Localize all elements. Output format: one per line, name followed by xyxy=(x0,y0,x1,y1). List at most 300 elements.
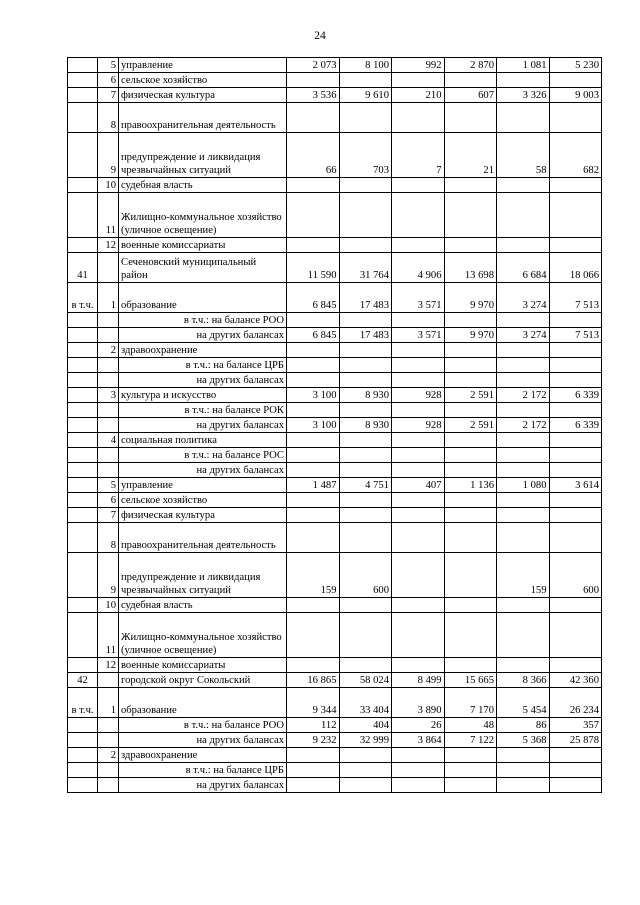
value-cell: 3 571 xyxy=(392,283,445,313)
table-row xyxy=(68,493,602,508)
value-cell xyxy=(392,373,445,388)
value-cell: 9 232 xyxy=(287,733,340,748)
table-row xyxy=(68,283,602,313)
value-cell: 7 xyxy=(392,133,445,178)
value-cell: 928 xyxy=(392,388,445,403)
row-label-cell: в т.ч.: на балансе РОС xyxy=(119,448,287,463)
value-cell xyxy=(392,748,445,763)
table-row xyxy=(68,553,602,598)
value-cell xyxy=(549,448,602,463)
row-label-cell: в т.ч.: на балансе РОО xyxy=(119,718,287,733)
sub-row xyxy=(68,313,602,328)
value-cell: 1 081 xyxy=(497,58,550,73)
row-label-cell: военные комиссариаты xyxy=(119,658,287,673)
value-cell xyxy=(392,598,445,613)
table-row xyxy=(68,433,602,448)
value-cell xyxy=(392,358,445,373)
table-row xyxy=(68,133,602,178)
row-label-cell: культура и искусство xyxy=(119,388,287,403)
row-index-cell xyxy=(68,403,98,418)
value-cell xyxy=(497,73,550,88)
value-cell: 33 404 xyxy=(339,688,392,718)
row-number-cell xyxy=(98,448,119,463)
value-cell xyxy=(392,463,445,478)
table-row xyxy=(68,388,602,403)
value-cell xyxy=(287,73,340,88)
value-cell xyxy=(497,313,550,328)
value-cell xyxy=(444,313,497,328)
row-index-cell: в т.ч. xyxy=(68,688,98,718)
value-cell xyxy=(392,178,445,193)
value-cell: 2 870 xyxy=(444,58,497,73)
value-cell: 48 xyxy=(444,718,497,733)
row-label-cell: образование xyxy=(119,283,287,313)
row-index-cell: 41 xyxy=(68,253,98,283)
value-cell: 13 698 xyxy=(444,253,497,283)
row-number-cell: 6 xyxy=(98,73,119,88)
row-number-cell xyxy=(98,463,119,478)
value-cell xyxy=(392,778,445,793)
value-cell: 8 930 xyxy=(339,388,392,403)
value-cell: 5 368 xyxy=(497,733,550,748)
row-number-cell: 1 xyxy=(98,283,119,313)
value-cell: 2 073 xyxy=(287,58,340,73)
value-cell xyxy=(549,343,602,358)
value-cell: 2 172 xyxy=(497,388,550,403)
value-cell: 3 536 xyxy=(287,88,340,103)
value-cell: 8 499 xyxy=(392,673,445,688)
value-cell xyxy=(287,343,340,358)
row-label-cell: Жилищно-коммунальное хозяйство (уличное освещение) xyxy=(119,193,287,238)
value-cell xyxy=(444,508,497,523)
value-cell xyxy=(287,778,340,793)
value-cell xyxy=(287,313,340,328)
row-label-cell: физическая культура xyxy=(119,88,287,103)
row-number-cell xyxy=(98,313,119,328)
value-cell xyxy=(339,508,392,523)
value-cell: 357 xyxy=(549,718,602,733)
row-label-cell: судебная власть xyxy=(119,598,287,613)
value-cell xyxy=(497,178,550,193)
value-cell: 26 xyxy=(392,718,445,733)
row-index-cell xyxy=(68,193,98,238)
page-number: 24 xyxy=(314,30,326,42)
value-cell: 7 122 xyxy=(444,733,497,748)
value-cell xyxy=(339,103,392,133)
value-cell xyxy=(287,193,340,238)
value-cell xyxy=(444,448,497,463)
table-row xyxy=(68,748,602,763)
value-cell xyxy=(549,493,602,508)
value-cell: 5 454 xyxy=(497,688,550,718)
value-cell: 112 xyxy=(287,718,340,733)
row-number-cell xyxy=(98,418,119,433)
sub-row xyxy=(68,778,602,793)
value-cell xyxy=(339,778,392,793)
value-cell xyxy=(444,463,497,478)
value-cell xyxy=(497,598,550,613)
value-cell xyxy=(287,493,340,508)
value-cell xyxy=(444,658,497,673)
row-label-cell: на других балансах xyxy=(119,463,287,478)
value-cell: 928 xyxy=(392,418,445,433)
value-cell: 9 003 xyxy=(549,88,602,103)
value-cell xyxy=(549,658,602,673)
value-cell: 86 xyxy=(497,718,550,733)
value-cell: 6 845 xyxy=(287,283,340,313)
value-cell: 3 274 xyxy=(497,283,550,313)
value-cell xyxy=(287,358,340,373)
row-label-cell: управление xyxy=(119,58,287,73)
value-cell xyxy=(339,358,392,373)
value-cell xyxy=(497,493,550,508)
row-number-cell: 9 xyxy=(98,133,119,178)
value-cell xyxy=(497,433,550,448)
value-cell xyxy=(444,778,497,793)
value-cell: 66 xyxy=(287,133,340,178)
value-cell: 3 864 xyxy=(392,733,445,748)
value-cell xyxy=(339,613,392,658)
table-row xyxy=(68,253,602,283)
value-cell xyxy=(392,763,445,778)
value-cell xyxy=(444,493,497,508)
value-cell xyxy=(392,343,445,358)
row-number-cell: 2 xyxy=(98,748,119,763)
row-number-cell xyxy=(98,403,119,418)
value-cell xyxy=(549,433,602,448)
row-label-cell: городской округ Сокольский xyxy=(119,673,287,688)
value-cell xyxy=(392,193,445,238)
sub-row xyxy=(68,418,602,433)
row-label-cell: в т.ч.: на балансе ЦРБ xyxy=(119,358,287,373)
value-cell: 17 483 xyxy=(339,283,392,313)
value-cell xyxy=(287,433,340,448)
value-cell xyxy=(339,238,392,253)
value-cell: 159 xyxy=(287,553,340,598)
value-cell xyxy=(549,508,602,523)
value-cell xyxy=(392,403,445,418)
value-cell xyxy=(549,613,602,658)
value-cell: 1 080 xyxy=(497,478,550,493)
sub-row xyxy=(68,718,602,733)
table-row xyxy=(68,478,602,493)
row-index-cell xyxy=(68,313,98,328)
value-cell xyxy=(549,373,602,388)
budget-table xyxy=(67,57,602,793)
value-cell: 2 591 xyxy=(444,388,497,403)
value-cell xyxy=(392,553,445,598)
value-cell xyxy=(497,358,550,373)
value-cell xyxy=(497,238,550,253)
value-cell xyxy=(549,313,602,328)
row-label-cell: правоохранительная деятельность xyxy=(119,523,287,553)
row-label-cell: на других балансах xyxy=(119,373,287,388)
value-cell xyxy=(549,178,602,193)
value-cell xyxy=(549,358,602,373)
row-index-cell xyxy=(68,448,98,463)
value-cell: 2 591 xyxy=(444,418,497,433)
table-row xyxy=(68,88,602,103)
row-label-cell: судебная власть xyxy=(119,178,287,193)
value-cell: 8 100 xyxy=(339,58,392,73)
table-row xyxy=(68,658,602,673)
row-index-cell xyxy=(68,598,98,613)
value-cell xyxy=(392,433,445,448)
value-cell: 1 487 xyxy=(287,478,340,493)
row-index-cell xyxy=(68,133,98,178)
row-number-cell: 7 xyxy=(98,508,119,523)
table-row xyxy=(68,688,602,718)
value-cell xyxy=(497,613,550,658)
value-cell xyxy=(287,658,340,673)
row-number-cell: 1 xyxy=(98,688,119,718)
row-number-cell xyxy=(98,328,119,343)
value-cell: 7 170 xyxy=(444,688,497,718)
value-cell: 3 274 xyxy=(497,328,550,343)
row-number-cell xyxy=(98,253,119,283)
sub-row xyxy=(68,403,602,418)
value-cell xyxy=(444,433,497,448)
row-label-cell: на других балансах xyxy=(119,733,287,748)
value-cell xyxy=(497,508,550,523)
row-label-cell: социальная политика xyxy=(119,433,287,448)
value-cell xyxy=(392,613,445,658)
value-cell xyxy=(497,523,550,553)
row-label-cell: на других балансах xyxy=(119,778,287,793)
row-index-cell xyxy=(68,88,98,103)
row-index-cell xyxy=(68,778,98,793)
row-index-cell xyxy=(68,523,98,553)
value-cell xyxy=(287,613,340,658)
row-number-cell: 11 xyxy=(98,613,119,658)
row-index-cell xyxy=(68,343,98,358)
value-cell xyxy=(339,433,392,448)
value-cell xyxy=(444,613,497,658)
row-label-cell: сельское хозяйство xyxy=(119,73,287,88)
value-cell xyxy=(444,763,497,778)
row-number-cell xyxy=(98,673,119,688)
value-cell xyxy=(549,778,602,793)
value-cell: 6 845 xyxy=(287,328,340,343)
row-label-cell: на других балансах xyxy=(119,418,287,433)
value-cell xyxy=(497,373,550,388)
value-cell: 26 234 xyxy=(549,688,602,718)
row-index-cell xyxy=(68,478,98,493)
value-cell xyxy=(549,193,602,238)
row-number-cell: 12 xyxy=(98,658,119,673)
value-cell xyxy=(497,343,550,358)
sub-row xyxy=(68,358,602,373)
value-cell xyxy=(549,103,602,133)
row-label-cell: предупреждение и ликвидация чрезвычайных ситуаций xyxy=(119,133,287,178)
value-cell: 8 930 xyxy=(339,418,392,433)
row-label-cell: Жилищно-коммунальное хозяйство (уличное освещение) xyxy=(119,613,287,658)
row-index-cell xyxy=(68,103,98,133)
row-number-cell xyxy=(98,778,119,793)
value-cell: 3 571 xyxy=(392,328,445,343)
value-cell xyxy=(287,178,340,193)
row-number-cell: 7 xyxy=(98,88,119,103)
value-cell: 6 339 xyxy=(549,388,602,403)
value-cell xyxy=(339,658,392,673)
value-cell xyxy=(287,373,340,388)
value-cell xyxy=(287,403,340,418)
row-index-cell xyxy=(68,373,98,388)
value-cell xyxy=(339,178,392,193)
value-cell xyxy=(444,343,497,358)
value-cell xyxy=(339,343,392,358)
value-cell xyxy=(287,238,340,253)
value-cell xyxy=(392,493,445,508)
value-cell: 607 xyxy=(444,88,497,103)
value-cell: 21 xyxy=(444,133,497,178)
value-cell xyxy=(444,523,497,553)
value-cell: 992 xyxy=(392,58,445,73)
value-cell xyxy=(287,463,340,478)
value-cell xyxy=(444,238,497,253)
row-number-cell xyxy=(98,763,119,778)
budget-table-body xyxy=(68,58,602,793)
row-index-cell xyxy=(68,58,98,73)
value-cell xyxy=(497,103,550,133)
row-label-cell: военные комиссариаты xyxy=(119,238,287,253)
value-cell xyxy=(497,463,550,478)
value-cell xyxy=(287,763,340,778)
value-cell: 9 610 xyxy=(339,88,392,103)
table-row xyxy=(68,193,602,238)
value-cell: 3 100 xyxy=(287,418,340,433)
value-cell xyxy=(497,763,550,778)
sub-row xyxy=(68,763,602,778)
row-label-cell: управление xyxy=(119,478,287,493)
value-cell xyxy=(549,748,602,763)
value-cell: 7 513 xyxy=(549,283,602,313)
value-cell xyxy=(444,403,497,418)
value-cell xyxy=(444,373,497,388)
row-index-cell xyxy=(68,418,98,433)
row-index-cell xyxy=(68,433,98,448)
row-index-cell xyxy=(68,763,98,778)
value-cell xyxy=(339,313,392,328)
value-cell: 682 xyxy=(549,133,602,178)
value-cell: 58 024 xyxy=(339,673,392,688)
row-label-cell: сельское хозяйство xyxy=(119,493,287,508)
row-number-cell: 9 xyxy=(98,553,119,598)
row-index-cell xyxy=(68,328,98,343)
value-cell xyxy=(549,73,602,88)
value-cell: 2 172 xyxy=(497,418,550,433)
value-cell: 600 xyxy=(339,553,392,598)
row-label-cell: в т.ч.: на балансе ЦРБ xyxy=(119,763,287,778)
value-cell xyxy=(497,448,550,463)
row-index-cell xyxy=(68,733,98,748)
table-row xyxy=(68,73,602,88)
value-cell xyxy=(444,553,497,598)
row-label-cell: здравоохранение xyxy=(119,748,287,763)
value-cell xyxy=(549,403,602,418)
row-index-cell xyxy=(68,238,98,253)
table-row xyxy=(68,508,602,523)
value-cell: 600 xyxy=(549,553,602,598)
table-row xyxy=(68,103,602,133)
sub-row xyxy=(68,328,602,343)
value-cell xyxy=(549,238,602,253)
row-label-cell: правоохранительная деятельность xyxy=(119,103,287,133)
row-index-cell xyxy=(68,358,98,373)
row-number-cell: 5 xyxy=(98,478,119,493)
row-number-cell xyxy=(98,358,119,373)
row-number-cell xyxy=(98,733,119,748)
value-cell: 703 xyxy=(339,133,392,178)
row-index-cell xyxy=(68,73,98,88)
value-cell: 3 100 xyxy=(287,388,340,403)
value-cell xyxy=(549,598,602,613)
row-label-cell: здравоохранение xyxy=(119,343,287,358)
row-index-cell xyxy=(68,553,98,598)
value-cell xyxy=(392,313,445,328)
row-number-cell xyxy=(98,718,119,733)
value-cell xyxy=(287,448,340,463)
value-cell xyxy=(392,508,445,523)
value-cell xyxy=(392,238,445,253)
value-cell xyxy=(339,523,392,553)
row-number-cell: 5 xyxy=(98,58,119,73)
value-cell: 7 513 xyxy=(549,328,602,343)
value-cell: 11 590 xyxy=(287,253,340,283)
value-cell: 4 906 xyxy=(392,253,445,283)
value-cell: 407 xyxy=(392,478,445,493)
table-row xyxy=(68,598,602,613)
value-cell xyxy=(444,103,497,133)
row-number-cell: 2 xyxy=(98,343,119,358)
row-index-cell xyxy=(68,658,98,673)
value-cell: 25 878 xyxy=(549,733,602,748)
table-row xyxy=(68,673,602,688)
row-number-cell: 10 xyxy=(98,178,119,193)
value-cell xyxy=(287,508,340,523)
value-cell xyxy=(497,748,550,763)
value-cell xyxy=(497,778,550,793)
row-number-cell: 8 xyxy=(98,523,119,553)
value-cell xyxy=(549,763,602,778)
value-cell: 9 344 xyxy=(287,688,340,718)
sub-row xyxy=(68,448,602,463)
value-cell: 16 865 xyxy=(287,673,340,688)
value-cell xyxy=(444,193,497,238)
value-cell xyxy=(339,598,392,613)
row-index-cell xyxy=(68,613,98,658)
value-cell: 58 xyxy=(497,133,550,178)
value-cell: 6 339 xyxy=(549,418,602,433)
row-index-cell xyxy=(68,178,98,193)
value-cell xyxy=(444,178,497,193)
row-label-cell: предупреждение и ликвидация чрезвычайных ситуаций xyxy=(119,553,287,598)
sub-row xyxy=(68,373,602,388)
table-row xyxy=(68,343,602,358)
value-cell: 3 890 xyxy=(392,688,445,718)
value-cell xyxy=(339,748,392,763)
value-cell xyxy=(339,403,392,418)
row-index-cell xyxy=(68,388,98,403)
table-row xyxy=(68,58,602,73)
value-cell xyxy=(287,598,340,613)
value-cell xyxy=(497,403,550,418)
value-cell: 210 xyxy=(392,88,445,103)
value-cell: 18 066 xyxy=(549,253,602,283)
table-row xyxy=(68,613,602,658)
value-cell: 15 665 xyxy=(444,673,497,688)
value-cell xyxy=(339,373,392,388)
